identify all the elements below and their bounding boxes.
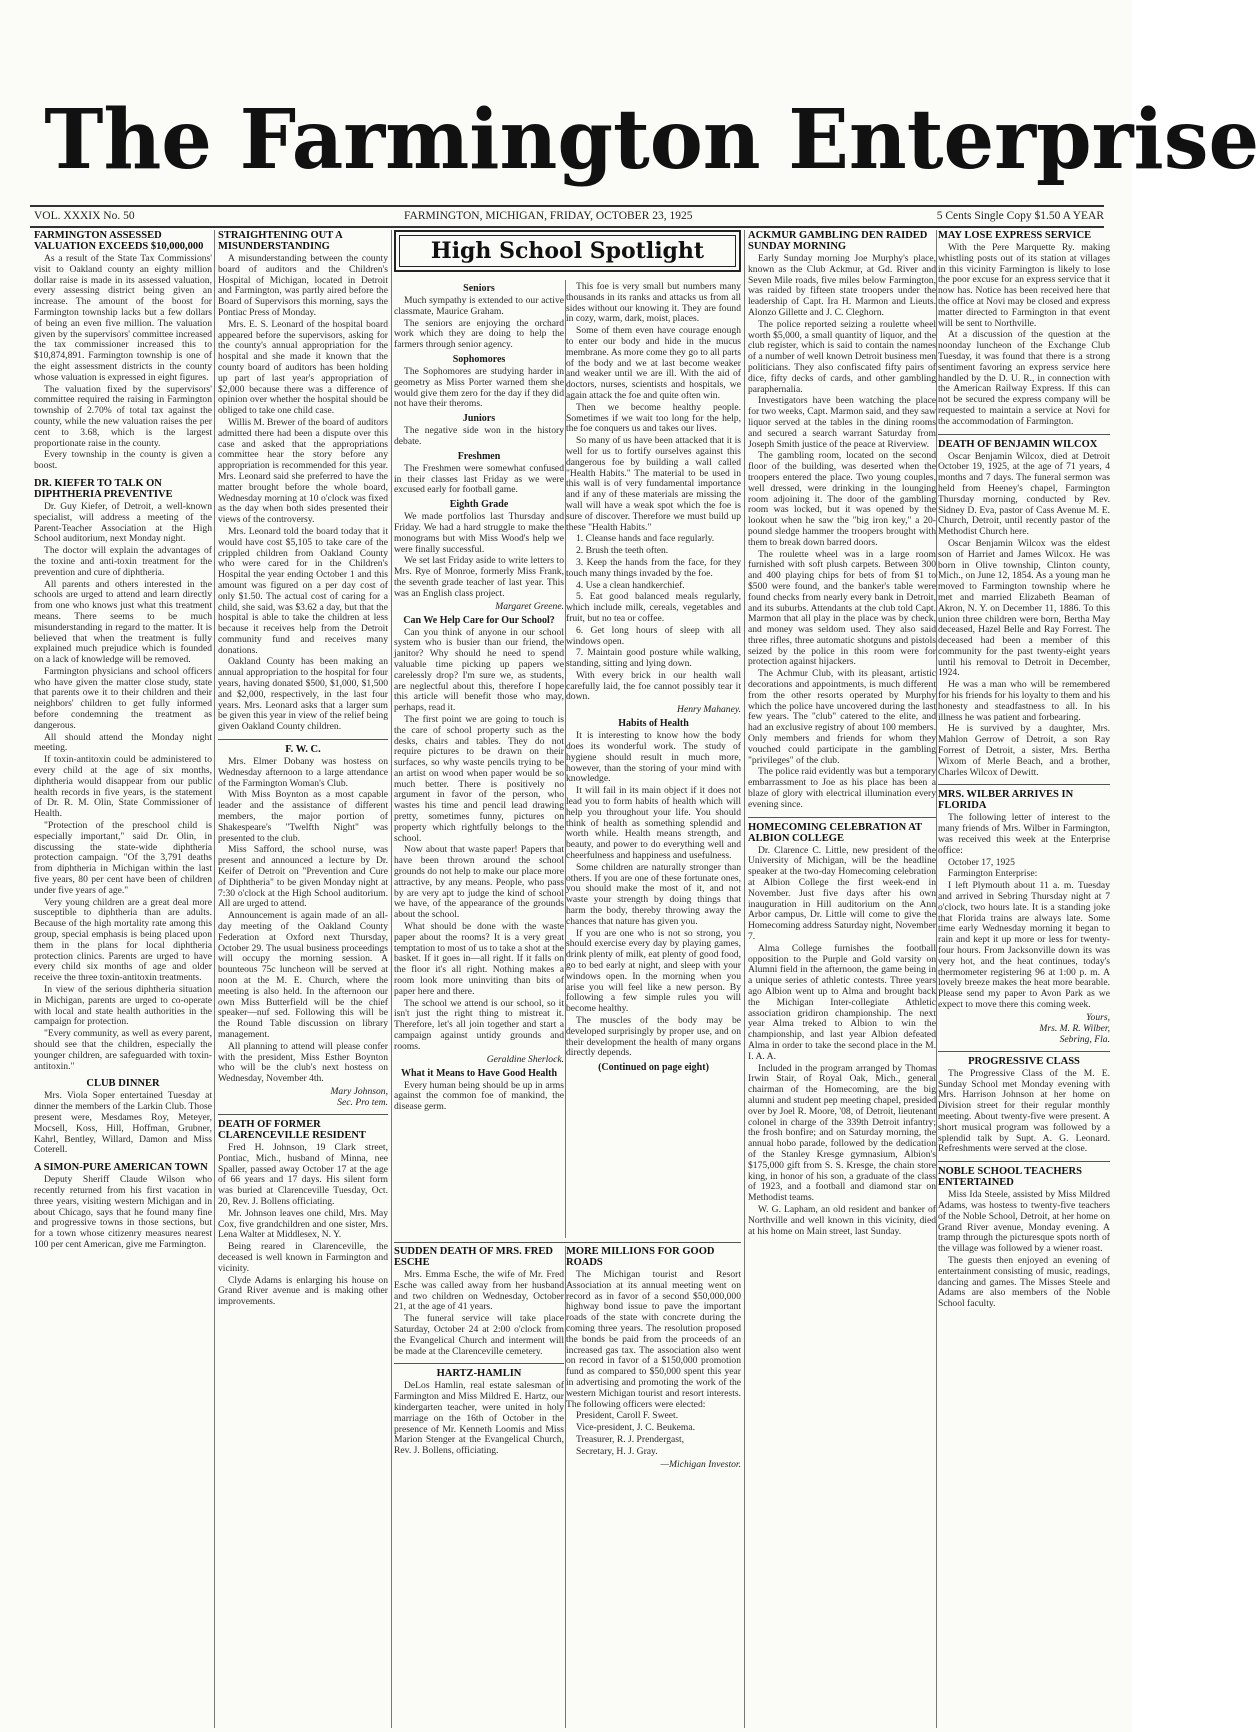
paragraph: 2. Brush the teeth often. [576,545,669,557]
paragraph: 4. Use a clean handkerchief. [576,579,685,591]
section-heading: Habits of Health [618,718,689,730]
paragraph: The muscles of the body may be developed surprisingly by proper use, and on their development the health of many organs directly depends. [566,1015,741,1059]
divider [748,817,936,818]
article-good-roads [566,1246,741,1470]
signature: Margaret Greene. [495,600,564,612]
paragraph: It is interesting to know how the body does its wonderful work. The study of hygiene should result in much more, however, than the storing of your mind with knowledge. [566,730,741,785]
spotlight-title: High School Spotlight [399,235,736,267]
section-heading: Juniors [462,413,496,425]
paragraph: All parents and others interested in the schools are urged to attend and learn directly from one who knows just what this treatment means. There seems to be much misunderstanding in regard to the matter. It is believed that when the treatment is fully explained much prejudice which is founded on a lack of knowledge will be removed. [34,578,212,666]
paragraph: The following letter of interest to the many friends of Mrs. Wilber in Farmington, was received this week at the Enterprise office: [938,812,1110,856]
paragraph: The seniors are enjoying the orchard work which they are doing to help the farmers through senior agency. [394,317,564,351]
divider [938,1161,1110,1162]
headline: CLUB DINNER [86,1078,160,1090]
paragraph: The Progressive Class of the M. E. Sunday School met Monday evening with Mrs. Harrison Johnson at her home on Division street for their regular monthly meeting. About twenty-five were present. A short musical program was followed by a splendid talk by Supt. A. G. Leonard. Refreshments were served at the close. [938,1067,1110,1155]
paragraph: With every brick in our health wall carefully laid, the foe cannot possibly tear it down. [566,669,741,703]
signature: —Michigan Investor. [660,1458,741,1470]
paragraph: Mr. Johnson leaves one child, Mrs. May Cox, five grandchildren and one sister, Mrs. Lena Walter at Middlesex, N. Y. [218,1207,388,1241]
paragraph: A misunderstanding between the county board of auditors and the Children's Hospital of Michigan, located in Detroit and Farmington, was partly aired before the Board of Supervisors this morning, says the Pontiac Press of Monday. [218,253,388,318]
article-body [748,846,936,1238]
paragraph: President, Caroll F. Sweet. [576,1410,679,1422]
paragraph: If toxin-antitoxin could be administered to every child at the age of six months, diphtheria would disappear from our public health records in five years, is the statement of Dr. R. M. Olin, State Commissioner of Health. [34,754,212,820]
paragraph: Mrs. Elmer Dobany was hostess on Wednesday afternoon to a large attendance of the Farmington Woman's Club. [218,756,388,789]
column-5 [748,230,936,1725]
paragraph: Mrs. Emma Esche, the wife of Mr. Fred Esche was called away from her husband and two children on Wednesday, October 21, at the age of 41 years. [394,1269,564,1313]
paragraph: Alma College furnishes the football opposition to the Purple and Gold varsity on Alumni field in the afternoon, the game being in a unique series of athletic contests. Three years ago Albion went up to Alma and brought back the Michigan Inter-collegiate Athletic association gridiron championship. The next year Alma treked to Albion to win the championship, and last year Albion defeated Alma in order to take the second place in the M. I. A. A. [748,942,936,1062]
paragraph: "Every community, as well as every parent, should see that the children, especially the younger children, are safeguarded with toxin-antitoxin." [34,1028,212,1072]
paragraph: Oscar Benjamin Wilcox, died at Detroit October 19, 1925, at the age of 71 years, 4 months and 7 days. The funeral sermon was held from Heeney's chapel, Farmington Thursday morning, conducted by Rev. Sidney D. Eva, pastor of Cass Avenue M. E. Church, Detroit, until recently pastor of the Methodist Church here. [938,450,1110,538]
article-body [34,1175,212,1251]
signature: Sebring, Fla. [1059,1033,1110,1045]
paragraph: 3. Keep the hands from the face, for they touch many things invaded by the foe. [566,556,741,579]
article-death-johnson [218,1119,388,1308]
column-rule [744,230,745,1728]
paragraph: The negative side won in the history debate. [394,425,564,447]
paragraph: Now about that waste paper! Papers that have been thrown around the school grounds do not help to make our place more attractive, by any means. People, who pass by are very apt to judge the kind of school we have, of the appearance of the grounds about the school. [394,844,564,921]
divider [394,1363,564,1364]
section-heading: What it Means to Have Good Health [400,1067,558,1079]
article-body [394,512,564,599]
article-gambling-den [748,230,936,811]
column-rule [214,230,215,1728]
paragraph: Vice-president, J. C. Beukema. [576,1422,696,1434]
paragraph: Secretary, H. J. Gray. [576,1445,658,1457]
paragraph: The gambling room, located on the second floor of the building, was deserted when the troopers entered the place. Two young couples, well dressed, were drinking in the lounging room adjoining it. The door of the gambling room was locked, but it was opened by the lookout when he saw the "big iron key," a 20-pound sledge hammer the troopers brought with them to break down barred doors. [748,450,936,548]
signature: Geraldine Sherlock. [486,1053,564,1065]
headline: NOBLE SCHOOL TEACHERS ENTERTAINED [938,1166,1082,1189]
paragraph: Much sympathy is extended to our active classmate, Maurice Graham. [394,295,564,317]
paragraph: Miss Ida Steele, assisted by Miss Mildred Adams, was hostess to twenty-five teachers of the Noble School, Detroit, at her home on Grand River avenue, Monday evening. A tramp through the picturesque spots north of the village was followed by a wiener roast. [938,1189,1110,1255]
article-body [394,464,564,496]
paragraph: All should attend the Monday night meeting. [34,731,212,754]
paragraph: The doctor will explain the advantages of the toxine and anti-toxin treatment for the prevention and cure of diphtheria. [34,545,212,578]
column-1 [34,230,212,1725]
article-body [394,1081,564,1113]
headline: FARMINGTON ASSESSED VALUATION EXCEEDS $10,000,000 [34,230,204,252]
paragraph: We set last Friday aside to write letters to Mrs. Rye of Monroe, formerly Miss Frank, the seventh grade teacher of last year. This was an English class project. [394,555,564,599]
article-simon-pure [34,1162,212,1251]
paragraph: The roulette wheel was in a large room furnished with soft plush carpets. Between 300 and 400 playing chips for bets of from $1 to $500 were found, and the banker's table were found checks from nearly every bank in Detroit, and its suburbs. Attendants at the club told Capt. Marmon that all play in the place was by check, and money was seldom used. They also said three rifles, three automatic shotguns and pistols seized by the police in this room were for protection against hijackers. [748,548,936,668]
article-death-esche [394,1246,564,1357]
headline: SUDDEN DEATH OF MRS. FRED ESCHE [394,1246,553,1268]
article-body [566,282,741,703]
column-2 [218,230,388,1725]
signature: Yours, [1086,1011,1110,1023]
headline: PROGRESSIVE CLASS [968,1055,1080,1067]
paragraph: The Sophomores are studying harder in geometry as Miss Porter warned them she would give them zero for the day if they did not have their theroms. [394,365,564,410]
volume-number: VOL. XXXIX No. 50 [34,210,135,222]
masthead-title: The Farmington Enterprise [44,92,1259,188]
paragraph: Oakland County has been making an annual appropriation to the hospital for four years, having donated $500, $1,000, $1,500 and $2,000, respectively, in the last four years. Mrs. Leonard asks that a larger sum be given this year in view of the relief being given Oakland County children. [218,656,388,733]
headline: MORE MILLIONS FOR GOOD ROADS [566,1246,715,1268]
paragraph: The Michigan tourist and Resort Association at its annual meeting went on record as in favor of a second $50,000,000 highway bond issue to pave the important roads of the state with concrete during the coming three years. The resolution proposed the bonds be paid from the proceeds of an increased gas tax. The association also went on record in favor of a $150,000 promotion fund as compared to $50,000 spent this year in advertising and promoting the work of the western Michigan tourist and resort interests. The following officers were elected: [566,1269,741,1410]
headline: MRS. WILBER ARRIVES IN FLORIDA [938,789,1074,812]
column-4-lower [566,1246,741,1728]
dateline-rule-top [30,205,1104,207]
paragraph: Mrs. Viola Soper entertained Tuesday at dinner the members of the Larkin Club. Those present were, Mesdames Roy, Meteyer, Mocsell, Koss, Hill, Hoffman, Grubner, Kahrl, Bentley, Willard, Damon and Miss Coterell. [34,1090,212,1156]
divider [218,739,388,740]
article-body [938,452,1110,779]
paragraph: Oscar Benjamin Wilcox was the eldest son of Harriet and James Wilcox. He was born in Olive township, Clinton county, Mich., on June 12, 1854. As a young man he moved to Farmington township where he met and married Elizabeth Beaman of Akron, N. Y. on December 11, 1886. To this union three children were born, Bertha May deceased, Hazel Belle and Ray Forrest. The deceased had been a member of this community for the past twenty-eight years until his removal to Detroit in December, 1924. [938,537,1110,679]
paragraph: Can you think of anyone in our school system who is busier than our friend, the janitor? Why should he need to spend valuable time picking up papers we carelessly drop? I'm sure we, as students, are neglectful about this, therefore I hope this article will benefit those who may, perhaps, read it. [394,626,564,714]
article-body [394,296,564,351]
paragraph: With Miss Boynton as a most capable leader and the assistance of different members, the major portion of Shakespeare's "Twelfth Night" was presented to the club. [218,789,388,844]
paragraph: Some children are naturally stronger than others. If you are one of these fortunate ones, you should make the most of it, and not waste your strength by doing things that harm the body, thereby throwing away the chances that nature has given you. [566,861,741,927]
paragraph: Clyde Adams is enlarging his house on Grand River avenue and is making other improvements. [218,1274,388,1308]
paragraph: Investigators have been watching the place for two weeks, Capt. Marmon said, and they saw liquor served at the tables in the dining rooms and secured a search warrant Saturday from Joseph Smith justice of the peace at Riverview. [748,395,936,450]
article-body [394,628,564,1053]
article-fwc [218,744,388,1108]
article-body [218,757,388,1085]
paragraph: Miss Safford, the school nurse, was present and announced a lecture by Dr. Keifer of Detroit on "Prevention and Cure of Diphtheria" to be given Monday night at 7:30 o'clock at the High School auditorium. All are urged to attend. [218,844,388,910]
paragraph: With the Pere Marquette Ry. making whistling posts out of its station at villages in this vicinity Farmington is likely to lose the poor excuse for an express service that it now has. Notice has been received here that the office at Novi may be closed and express matter directed to Farmington in that event will be sent to Northville. [938,242,1110,329]
article-body [218,1143,388,1308]
paragraph: DeLos Hamlin, real estate salesman of Farmington and Miss Mildred E. Hartz, our kindergarten teacher, were united in holy marriage on the 16th of October in the presence of Mr. Kenneth Loomis and Miss Marion Stenger at the Evangelical Church, Rev. J. Bollens, officiating. [394,1380,564,1457]
paragraph: What should be done with the waste paper about the rooms? It is a very great temptation to most of us to take a shot at the basket. If it goes in—all right. If it falls on the floor it's all right. Nothing makes a room look more uninviting than bits of paper here and there. [394,921,564,997]
paragraph: Dr. Guy Kiefer, of Detroit, a well-known specialist, will address a meeting of the Parent-Teacher Association at the High School auditorium, next Monday night. [34,500,212,545]
paragraph: The police reported seizing a roulette wheel worth $5,000, a small quantity of liquor, and the club register, which is said to contain the names of a number of well known Detroit business men politicians. They also confiscated fifty pairs of dice, fifty decks of cards, and other gambling paraphernalia. [748,318,936,395]
headline: DEATH OF BENJAMIN WILCOX [938,438,1098,450]
article-body [218,254,388,733]
article-body [394,1270,564,1357]
divider [938,784,1110,785]
paragraph: The guests then enjoyed an evening of entertainment consisting of music, readings, dancing and games. The Misses Steele and Adams are also members of the Noble School faculty. [938,1254,1110,1310]
paragraph: 7. Maintain good posture while walking, standing, sitting and lying down. [566,647,741,670]
article-progressive-class [938,1056,1110,1155]
paragraph: Deputy Sheriff Claude Wilson who recently returned from his first vacation in three years, visiting western Michigan and in about Chicago, says that he found many fine and progressive towns in those sections, but for a town whose citizenry measures nearest 100 per cent American, give me Farmington. [34,1174,212,1250]
article-body [938,1190,1110,1310]
headline: STRAIGHTENING OUT A MISUNDERSTANDING [218,230,343,252]
headline: DEATH OF FORMER CLARENCEVILLE RESIDENT [218,1118,366,1141]
divider [938,434,1110,435]
paragraph: The police raid evidently was but a temporary embarrassment to Joe as his place has been a blaze of glory with electrical illumination every evening since. [748,766,936,810]
spotlight-banner [394,230,741,272]
column-rule [565,280,566,1238]
article-club-dinner [34,1078,212,1156]
article-noble-school [938,1166,1110,1310]
masthead [28,80,1259,200]
paragraph: He is survived by a daughter, Mrs. Mahlon Gerrow of Detroit, a son Ray Forrest of Detroit, a sister, Mrs. Bertha Wixom of Merle Beach, and a brother, Charles Wilcox of Dewitt. [938,723,1110,778]
headline: ACKMUR GAMBLING DEN RAIDED SUNDAY MORNING [748,230,928,252]
paragraph: October 17, 1925 [948,856,1015,868]
article-body [394,1381,564,1457]
section-heading: Freshmen [457,450,501,462]
paragraph: The Freshmen were somewhat confused in their classes last Friday as we were excused early for football game. [394,462,564,496]
paragraph: "Protection of the preschool child is especially important," said Dr. Olin, in discussing the state-wide diphtheria protection campaign. "Of the 3,791 deaths from diphtheria in Michigan within the last five years, 80 per cent have been of children under five years of age." [34,820,212,896]
article-body [34,502,212,1072]
article-dr-kiefer [34,478,212,1072]
paragraph: Every township in the county is given a boost. [34,449,212,472]
paragraph: The funeral service will take place Saturday, October 24 at 2:00 o'clock from the Evangelical Church and interment will be made at the Clarenceville cemetery. [394,1313,564,1357]
section-heading: Can We Help Care for Our School? [403,614,555,626]
signature: Sec. Pro tem. [337,1096,388,1108]
article-hartz-hamlin [394,1368,564,1457]
column-3-lower [394,1246,564,1728]
article-body [566,1270,741,1458]
paragraph: It will fail in its main object if it does not lead you to form habits of health which will help you throughout your life. You should think of health as something splendid and worth while. Health means strength, and beauty, and power to do everything well and cheerfulness and happiness and usefulness. [566,785,741,862]
signature: Mrs. M. R. Wilber, [1039,1022,1110,1034]
article-body [748,254,936,811]
divider [218,1114,388,1115]
paragraph: So many of us have been attacked that it is well for us to fortify ourselves against this dangerous foe by building a wall called "Health Habits." The material to be used in this wall is of very fundamental importance and if any of these materials are missing the wall will have a weak spot which the foe is sure of discover. Therefore we must build up these "Health Habits." [566,435,741,533]
paragraph: All planning to attend will please confer with the president, Miss Esther Boynton who will be the club's next hostess on Wednesday, November 4th. [218,1040,388,1085]
paragraph: This foe is very small but numbers many thousands in its ranks and attacks us from all sides without our knowing it. They are found in cozy, warm, dark, moist, places. [566,281,741,325]
paragraph: Farmington Enterprise: [948,868,1038,880]
article-express-service [938,230,1110,428]
article-wilber [938,789,1110,1044]
paragraph: 5. Eat good balanced meals regularly, which include milk, cereals, vegetables and fruit, but no tea or coffee. [566,591,741,624]
headline: F. W. C. [285,744,321,756]
paragraph: Very young children are a great deal more susceptible to diphtheria than are adults. Because of the high mortality rate among this group, special emphasis is being placed upon them in the plans for local diphtheria protection clinics. Parents are urged to have every child six months of age and older receive the three toxin-antitoxin treatments. [34,896,212,984]
signature: Henry Mahaney. [677,704,741,716]
paragraph: Treasurer, R. J. Prendergast, [576,1433,685,1445]
paragraph: The school we attend is our school, so it isn't just the right thing to mistreat it. Therefore, let's all join together and start a campaign against untidy grounds and rooms. [394,997,564,1052]
column-4 [566,280,741,1238]
column-rule [391,230,392,1728]
dateline [34,208,1104,228]
article-body [938,813,1110,1010]
dateline-rule-bottom [30,226,1104,228]
paragraph: Being reared in Clarenceville, the deceased is well known in Farmington and vicinity. [218,1241,388,1274]
paragraph: The first point we are going to touch is the care of school property such as the desks, chairs and tables. They do not require pictures to be drawn on their surfaces, so why waste pencils trying to be an artist on wood when paper would be so much better. There is positively no argument in favor of the person, who wastes his time and pencil lead drawing pretty, sometimes funny, pictures on property which rightfully belongs to the school. [394,713,564,844]
place-date: FARMINGTON, MICHIGAN, FRIDAY, OCTOBER 23, 1925 [404,210,693,222]
article-body [938,1069,1110,1155]
article-misunderstanding [218,230,388,733]
section-heading: Sophomores [452,353,506,365]
paragraph: Dr. Clarence C. Little, new president of the University of Michigan, will be the headline speaker at the two-day Homecoming celebration at Albion College the first week-end in November. Just five days after his own inauguration in Hill auditorium on the Ann Arbor campus, Dr. Little will come to give the Homecoming address Saturday night, November 7. [748,844,936,943]
article-body [34,1091,212,1156]
paragraph: Willis M. Brewer of the board of auditors admitted there had been a dispute over this case and asked that the appropriations committee hear the story before any appropriation is recommended for this year. Mrs. Leonard said she preferred to have the matter brought before the whole board, Wednesday morning at 10 o'clock was fixed as the day when both sides presented their views of the controversy. [218,416,388,526]
section-heading: Eighth Grade [449,499,509,511]
paragraph: Mrs. E. S. Leonard of the hospital board appeared before the supervisors, asking for the county's annual appropriation for the hospital and she made it known that the county board of auditors has been holding up part of last year's appropriation of $2,000 because there was a difference of opinion over whether the hospital should be obliged to take one child case. [218,318,388,417]
paragraph: Mrs. Leonard told the board today that it would have cost $5,105 to take care of the crippled children from Oakland County who were cared for in the Children's Hospital the year ending October 1 and this amount was figured on a per day cost of only $1.50. The actual cost of caring for a child, she said, was $3.62 a day, but that the hospital is able to take the children at less because it receives help from the Detroit community fund and receives many donations. [218,525,388,656]
divider [394,1242,741,1243]
paragraph: As a result of the State Tax Commissions' visit to Oakland county an eighty million dollar raise is made in its assessed valuation, every assessing district being given an increase. The amount of the boost for Farmington township lacks but a few dollars of being an even five million. The valuation given by the supervisors' committee increased the tax commissioner increased this to $10,874,891. Farmington township is one of the eight assessment districts in the county whose valuation is expressed in eight figures. [34,253,212,383]
article-assessed-valuation [34,230,212,472]
price: 5 Cents Single Copy $1.50 A YEAR [936,210,1104,222]
headline: DR. KIEFER TO TALK ON DIPHTHERIA PREVENTIVE [34,477,173,500]
signature: Mary Johnson, [330,1085,388,1097]
divider [938,1051,1110,1052]
headline: A SIMON-PURE AMERICAN TOWN [34,1162,208,1174]
headline: HOMECOMING CELEBRATION AT ALBION COLLEGE [748,821,922,844]
paragraph: Some of them even have courage enough to enter our body and hide in the mucus membrane. As more come they go to all parts of the body and we at last become weaker and weaker until we are ill. With the aid of doctors, nurses, scientists and hospitals, we again attack the foe and quite often win. [566,325,741,401]
paragraph: Fred H. Johnson, 19 Clark street, Pontiac, Mich., husband of Minna, nee Spaller, passed away October 17 at the age of 66 years and 17 days. His silent form was buried at Clarenceville Tuesday, Oct. 20, Rev. J. Bollens officiating. [218,1141,388,1207]
paragraph: Then we become healthy people. Sometimes if we wait too long for the help, the foe conquers us and takes our lives. [566,401,741,435]
paragraph: The Achmur Club, with its pleasant, artistic decorations and appointments, is much different from the other resorts operated by Murphy which the police have uncovered during the last few years. The "club" catered to the elite, and had an exclusive registry of about 100 members. Only members and friends for whom they vouched could participate in the gambling "privileges" of the club. [748,668,936,766]
paragraph: In view of the serious diphtheria situation in Michigan, parents are urged to co-operate with local and state health authorities in the campaign for protection. [34,984,212,1028]
paragraph: I left Plymouth about 11 a. m. Tuesday and arrived in Sebring Thursday night at 7 o'clock, two hours late. It is a standing joke that Florida trains are always late. Some time early Wednesday morning it began to rain and kept it up more or less for twenty-four hours. From Jacksonville down its was very hot, and the heat continues, today's thermometer registering 96 at 1:00 p. m. A lovely breeze makes the heat more bearable. Please send my paper to Avon Park as we expect to move there this coming week. [938,880,1110,1010]
paragraph: W. G. Lapham, an old resident and banker of Northville and well known in this vicinity, died at his home on Main street, last Sunday. [748,1203,936,1237]
paragraph: Farmington physicians and school officers who have given the matter close study, state that parents owe it to their children and their neighbors' children to get fully informed before condemning the treatment as dangerous. [34,665,212,731]
paragraph: Every human being should be up in arms against the common foe of mankind, the disease germ. [394,1079,564,1113]
paragraph: 1. Cleanse hands and face regularly. [576,533,715,545]
headline: HARTZ-HAMLIN [436,1368,522,1380]
article-body [394,426,564,448]
column-rule [936,230,937,1728]
paragraph: He was a man who will be remembered for his friends for his loyalty to them and his honesty and steadfastness to all. In his illness he was patient and forbearing. [938,679,1110,723]
spotlight-section [394,230,741,278]
article-body [394,367,564,410]
paragraph: Announcement is again made of an all-day meeting of the Oakland County Federation at Oxford next Thursday, October 29. The usual business proceedings will occupy the morning session. A bounteous 75c luncheon will be served at noon at the M. E. Church, where the meeting is also held. In the afternoon our own Miss Butterfield will be the chief speaker—nuf sed. Following this will be the Round Table discussion on library management. [218,910,388,1040]
paragraph: Included in the program arranged by Thomas Irwin Stair, of Royal Oak, Mich., general chairman of the Homecoming, are the big alumni and student pep meeting chapel, presided over by Joel R. Moore, '08, of Detroit, lieutenant colonel in charge of the 339th Detroit infantry; the frosh bonfire; and on Saturday morning, the annual hobo parade, followed by the dedication of the Stanley Kresge gymnasium, Albion's $175,000 gift from S. S. Kresge, the chain store king, in honor of his son, a graduate of the class of 1923, and a football and diamond star on Methodist teams. [748,1062,936,1204]
article-body [938,243,1110,428]
paragraph: At a discussion of the question at the noonday luncheon of the Exchange Club Tuesday, it was found that there is a strong sentiment favoring an express service here handled by the D. U. R., in connection with the American Railway Express. If this can not be secured the express company will be requested to maintain a service at Novi for the accommodation of Farmington. [938,329,1110,427]
column-6 [938,230,1110,1725]
article-body [34,254,212,472]
article-body [566,731,741,1059]
section-heading: Seniors [463,283,495,294]
paragraph: If you are one who is not so strong, you should exercise every day by playing games, drink plenty of milk, eat plenty of good food, go to bed early at night, and sleep with your windows open. In the morning when you arise you will feel like a new person. By following a few simple rules you will become healthy. [566,927,741,1015]
paragraph: Early Sunday morning Joe Murphy's place, known as the Club Ackmur, at Gd. River and Seven Mile roads, five miles below Farmington, was raided by fifteen state troopers under the leadership of Capt. Ira H. Marmon and Lieuts. Alonzo Gillette and J. C. Cleghorn. [748,253,936,318]
column-3 [394,280,564,1238]
continued-note: (Continued on page eight) [598,1062,709,1074]
paragraph: We made portfolios last Thursday and Friday. We had a hard struggle to make the monograms but with Miss Wood's help we were finally successful. [394,511,564,555]
headline: MAY LOSE EXPRESS SERVICE [938,230,1092,241]
article-homecoming [748,822,936,1238]
article-death-wilcox [938,439,1110,779]
paragraph: The valuation fixed by the supervisors' committee required the raising in Farmington township of 2.70% of total tax against the county, while the new valuation raises the per cent to 3.68, which is the largest proportionate raise in the county. [34,383,212,449]
paragraph: 6. Get long hours of sleep with all windows open. [566,624,741,647]
